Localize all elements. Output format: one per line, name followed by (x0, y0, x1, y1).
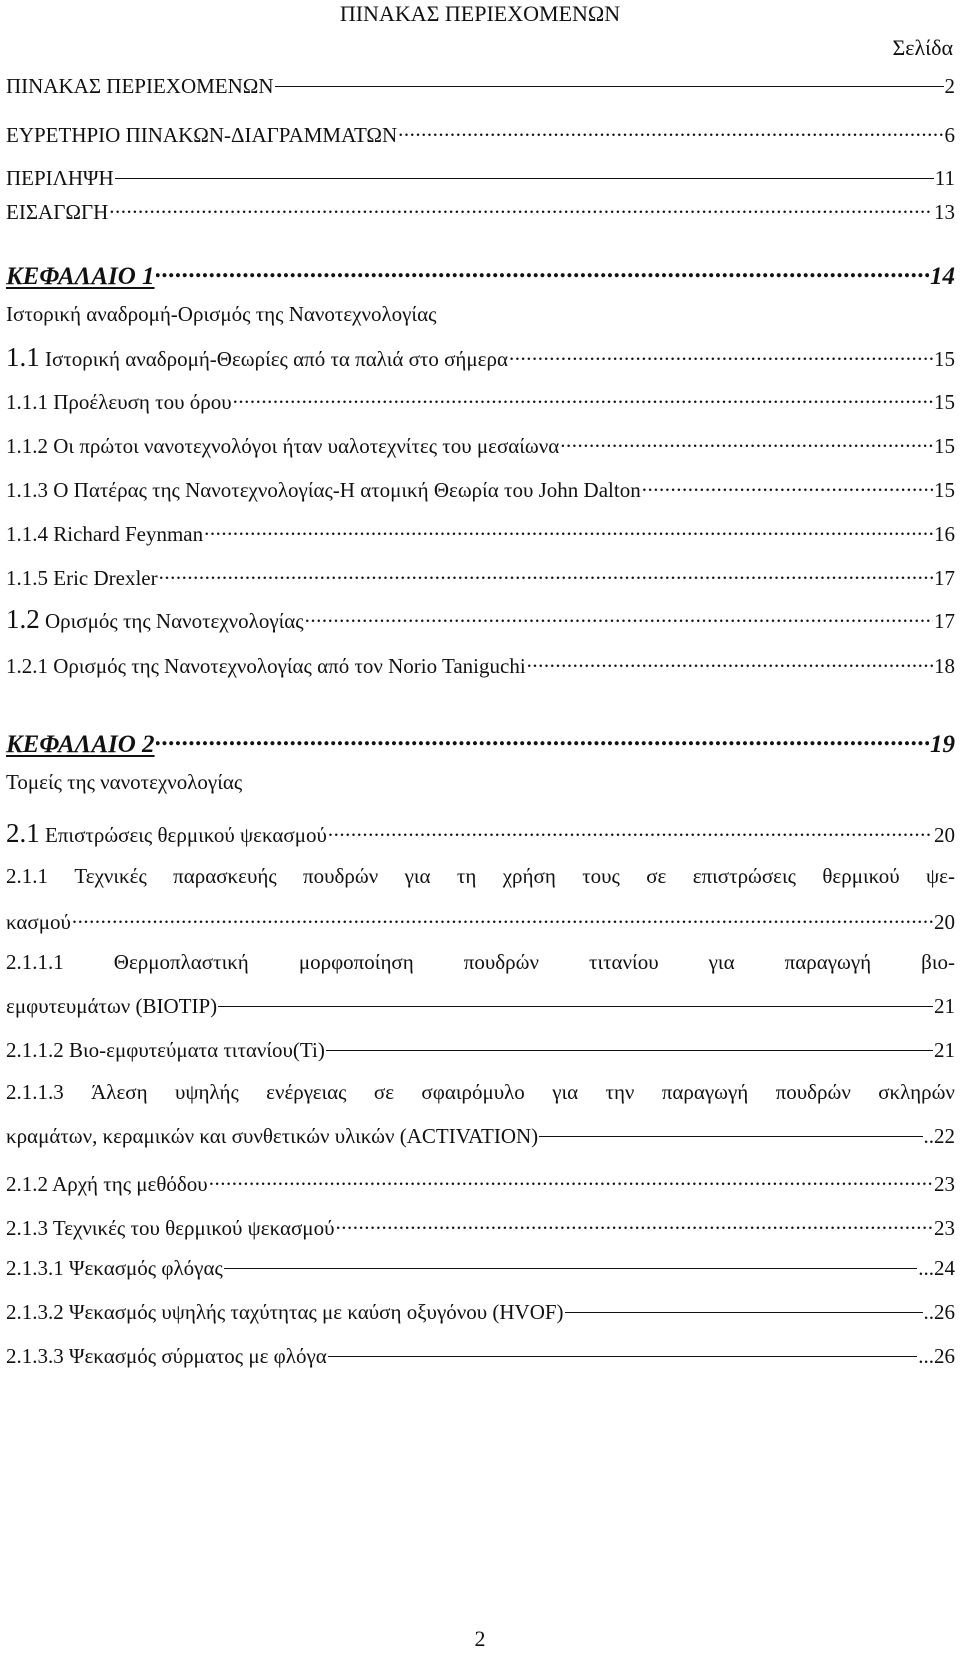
leader-dots (209, 1168, 933, 1191)
page-number: 2 (474, 1626, 486, 1651)
leader-dots (159, 562, 933, 585)
toc-entry[interactable] (6, 474, 955, 503)
toc-entry-word: 2.1.1.1 (6, 950, 64, 974)
toc-entry[interactable] (6, 1124, 955, 1149)
toc-entry-label: Ιστορική αναδρομή-Θεωρίες από τα παλιά στο σήμερα (45, 347, 508, 371)
toc-entry[interactable] (6, 430, 955, 459)
leader-line (328, 1346, 918, 1356)
toc-entry-page: 16 (934, 522, 955, 547)
toc-entry[interactable] (6, 1256, 955, 1281)
leader-dots (72, 906, 933, 929)
leader-line (115, 168, 934, 178)
leader-dots (305, 605, 933, 628)
chapter-page: 14 (930, 262, 955, 290)
toc-entry-word: τη (456, 864, 477, 888)
toc-entry-line (6, 1080, 955, 1105)
toc-entry-word: 2.1.1 (6, 864, 48, 888)
section-number: 1.2 (6, 604, 40, 634)
toc-entry[interactable] (6, 562, 955, 591)
toc-entry-page: ...26 (918, 1344, 955, 1368)
toc-entry-label: 2.1.3 Τεχνικές του θερμικού ψεκασμού (6, 1216, 335, 1241)
toc-entry-label: 1.1.2 Οι πρώτοι νανοτεχνολόγοι ήταν υαλοτεχνίτες του μεσαίωνα (6, 434, 560, 459)
leader-line (326, 1040, 933, 1050)
chapter-label: ΚΕΦΑΛΑΙΟ 2 (6, 730, 155, 758)
toc-chapter-entry[interactable] (6, 256, 955, 291)
toc-entry-line (6, 864, 955, 889)
toc-entry-label: ΠΙΝΑΚΑΣ ΠΕΡΙΕΧΟΜΕΝΩΝ (6, 74, 274, 98)
toc-entry-word: μορφοποίηση (298, 950, 414, 974)
toc-entry[interactable] (6, 74, 955, 99)
toc-entry-label: 2.1.3.2 Ψεκασμός υψηλής ταχύτητας με καύση οξυγόνου (HVOF) (6, 1300, 564, 1324)
toc-entry-word: ψε- (926, 864, 955, 888)
toc-entry-word: βιο- (921, 950, 955, 974)
leader-line (218, 996, 933, 1006)
leader-dots (560, 430, 933, 453)
toc-entry[interactable] (6, 119, 955, 148)
toc-entry-page: 21 (934, 994, 955, 1018)
toc-entry-label: 1.1.1 Προέλευση του όρου (6, 390, 232, 415)
toc-entry-page: 20 (934, 823, 955, 847)
toc-entry-word: θερμικού (822, 864, 900, 888)
toc-entry-label: ΕΙΣΑΓΩΓΗ (6, 200, 109, 225)
toc-entry-word: χρήση (502, 864, 556, 888)
leader-dots (642, 474, 933, 497)
toc-entry-label: εμφυτευμάτων (BIOTIP) (6, 994, 218, 1018)
toc-entry[interactable] (6, 342, 955, 373)
toc-entry-word: τιτανίου (589, 950, 659, 974)
toc-entry-label: 2.1.3.3 Ψεκασμός σύρματος με φλόγα (6, 1344, 327, 1368)
toc-entry-label: 1.1.5 Eric Drexler (6, 566, 158, 591)
toc-entry-word: πουδρών (775, 1080, 851, 1104)
toc-entry-page: 15 (934, 434, 955, 459)
toc-entry[interactable] (6, 994, 955, 1019)
toc-entry-word: επιστρώσεις (692, 864, 796, 888)
toc-entry-word: σφαιρόμυλο (421, 1080, 525, 1104)
toc-entry[interactable] (6, 906, 955, 935)
toc-entry-word: σε (646, 864, 667, 888)
toc-entry[interactable] (6, 1168, 955, 1197)
chapter-subtitle: Τομείς της νανοτεχνολογίας (6, 770, 243, 794)
toc-entry-page: 20 (934, 910, 955, 935)
toc-entry-page: 21 (934, 1038, 955, 1062)
toc-entry-word: την (605, 1080, 635, 1104)
toc-entry[interactable] (6, 166, 955, 191)
page-title: ΠΙΝΑΚΑΣ ΠΕΡΙΕΧΟΜΕΝΩΝ (339, 1, 621, 26)
toc-entry-page: 11 (934, 166, 955, 190)
toc-entry-word: ενέργειας (266, 1080, 347, 1104)
toc-entry-page: ...24 (918, 1256, 955, 1280)
toc-entry-word: παραγωγή (661, 1080, 749, 1104)
toc-entry-word: 2.1.1.3 (6, 1080, 64, 1104)
leader-dots (398, 119, 943, 142)
toc-entry-word: Άλεση (91, 1080, 148, 1104)
toc-entry-page: 6 (944, 123, 955, 148)
toc-entry[interactable] (6, 1212, 955, 1241)
toc-entry-label: 1.1.3 Ο Πατέρας της Νανοτεχνολογίας-Η ατομική Θεωρία του John Dalton (6, 478, 641, 503)
leader-line (565, 1302, 923, 1312)
leader-line (275, 76, 944, 86)
toc-entry-label: 2.1.1.2 Βιο-εμφυτεύματα τιτανίου(Ti) (6, 1038, 325, 1062)
toc-entry[interactable] (6, 604, 955, 635)
toc-entry-word: παρασκευής (173, 864, 277, 888)
toc-entry-label: ΠΕΡΙΛΗΨΗ (6, 166, 114, 190)
toc-entry-word: Τεχνικές (74, 864, 147, 888)
chapter-page: 19 (930, 730, 955, 758)
toc-entry[interactable] (6, 386, 955, 415)
toc-entry-word: σκληρών (878, 1080, 955, 1104)
leader-dots (335, 1212, 933, 1235)
toc-entry-word: παραγωγή (784, 950, 872, 974)
chapter-subtitle: Ιστορική αναδρομή-Ορισμός της Νανοτεχνολογίας (6, 302, 437, 326)
toc-entry-page: 17 (934, 609, 955, 633)
leader-line (224, 1258, 917, 1268)
toc-entry[interactable] (6, 1038, 955, 1063)
toc-entry-page: 15 (934, 347, 955, 371)
leader-dots (509, 343, 933, 366)
toc-entry-page: 17 (934, 566, 955, 591)
toc-entry-page: 23 (934, 1216, 955, 1241)
toc-entry-word: πουδρών (303, 864, 379, 888)
page-column-header: Σελίδα (892, 35, 953, 60)
toc-entry[interactable] (6, 1300, 955, 1325)
toc-entry-line (6, 950, 955, 975)
toc-entry-label: 1.2.1 Ορισμός της Νανοτεχνολογίας από τον Norio Taniguchi (6, 654, 526, 679)
toc-entry-page: 15 (934, 478, 955, 503)
toc-entry[interactable] (6, 650, 955, 679)
toc-entry-label: 2.1.2 Αρχή της μεθόδου (6, 1172, 208, 1197)
toc-entry-page: ..26 (923, 1300, 955, 1324)
toc-entry-page: 13 (934, 200, 955, 225)
toc-entry-label: Ορισμός της Νανοτεχνολογίας (45, 609, 304, 633)
toc-entry-word: σε (373, 1080, 395, 1104)
leader-dots (233, 386, 933, 409)
toc-entry-word: Θερμοπλαστική (113, 950, 249, 974)
toc-entry-page: 23 (934, 1172, 955, 1197)
leader-dots (156, 256, 929, 284)
chapter-label: ΚΕΦΑΛΑΙΟ 1 (6, 262, 155, 290)
toc-entry-label: 2.1.3.1 Ψεκασμός φλόγας (6, 1256, 223, 1280)
toc-entry[interactable] (6, 818, 955, 849)
toc-entry-page: ..22 (923, 1124, 955, 1148)
toc-entry-label: 1.1.4 Richard Feynman (6, 522, 204, 547)
leader-dots (527, 650, 933, 673)
toc-entry[interactable] (6, 1344, 955, 1369)
leader-dots (156, 724, 929, 752)
toc-entry-page: 15 (934, 390, 955, 415)
leader-dots (204, 518, 933, 541)
leader-line (539, 1126, 922, 1136)
toc-entry-word: πουδρών (463, 950, 539, 974)
leader-dots (109, 196, 933, 219)
toc-entry-label: κασμού (6, 910, 71, 935)
toc-entry-label: κραμάτων, κεραμικών και συνθετικών υλικών (ACTIVATION) (6, 1124, 539, 1148)
toc-entry-word: για (552, 1080, 579, 1104)
toc-entry-label: ΕΥΡΕΤΗΡΙΟ ΠΙΝΑΚΩΝ-ΔΙΑΓΡΑΜΜΑΤΩΝ (6, 123, 398, 148)
toc-entry-word: υψηλής (174, 1080, 239, 1104)
toc-entry-page: 2 (944, 74, 955, 98)
toc-entry-label: Επιστρώσεις θερμικού ψεκασμού (45, 823, 327, 847)
toc-entry-page: 18 (934, 654, 955, 679)
toc-entry-word: για (708, 950, 735, 974)
toc-entry[interactable] (6, 518, 955, 547)
toc-entry-word: τους (582, 864, 620, 888)
toc-entry-word: για (404, 864, 431, 888)
leader-dots (328, 819, 933, 842)
toc-entry[interactable] (6, 196, 955, 225)
section-number: 1.1 (6, 342, 40, 372)
section-number: 2.1 (6, 818, 40, 848)
toc-chapter-entry[interactable] (6, 724, 955, 759)
